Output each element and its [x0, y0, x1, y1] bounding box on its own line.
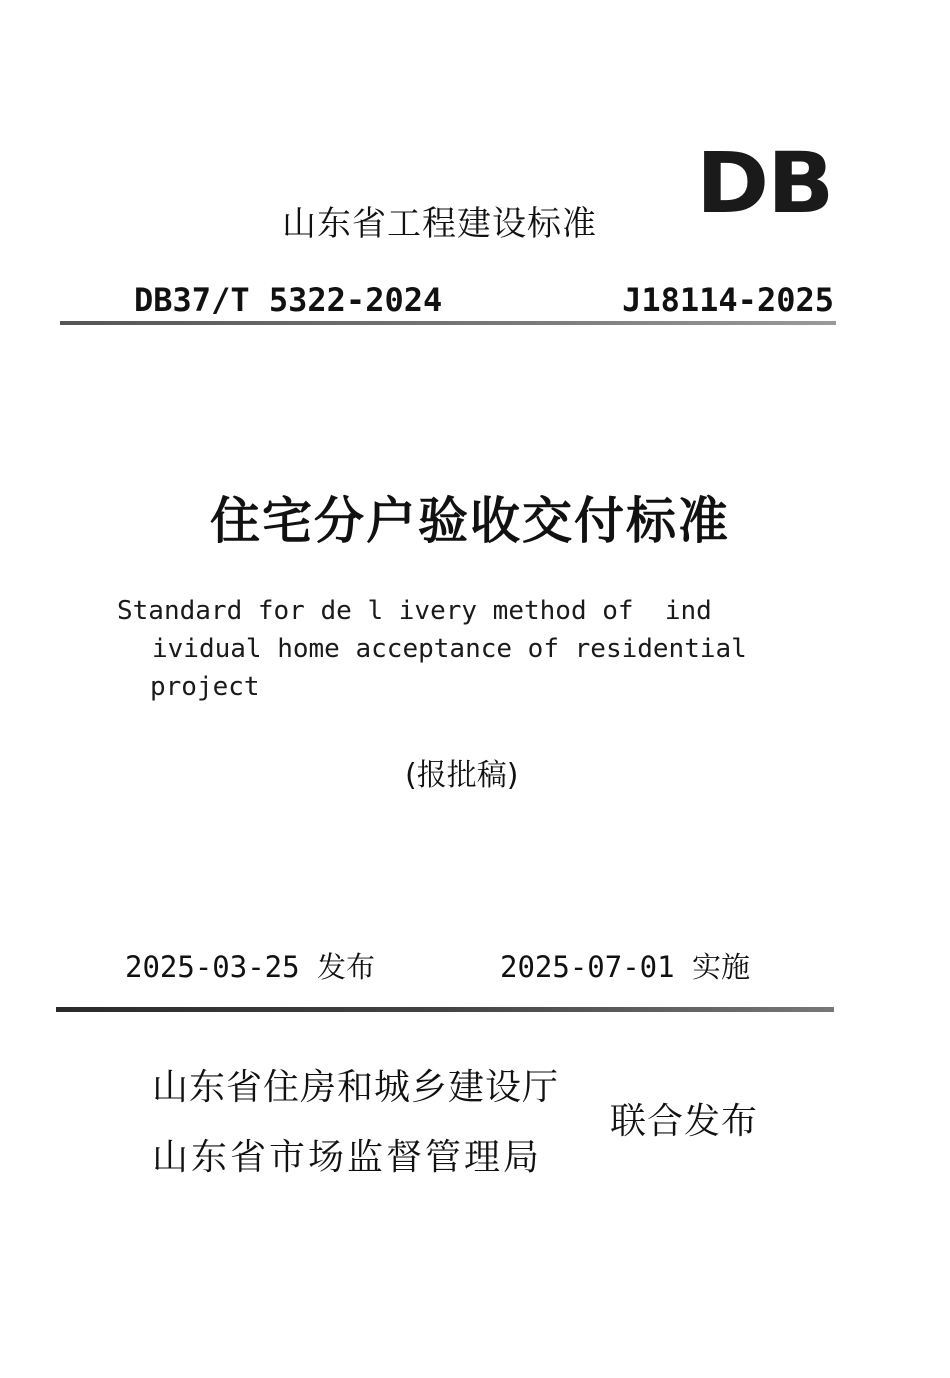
issuer-housing-department: 山东省住房和城乡建设厅	[152, 1067, 560, 1108]
document-title-english-line-1: Standard for de l ivery method of ind	[117, 596, 712, 626]
bottom-divider	[56, 1007, 834, 1012]
joint-release-label: 联合发布	[610, 1101, 759, 1142]
record-number: J18114-2025	[622, 281, 834, 319]
document-title-english-line-3: project	[150, 672, 260, 702]
document-title-english-line-2: ividual home acceptance of residential	[152, 634, 747, 664]
top-divider	[60, 321, 836, 325]
standard-number: DB37/T 5322-2024	[134, 281, 443, 319]
standard-category: 山东省工程建设标准	[282, 204, 597, 244]
implement-date: 2025-07-01 实施	[500, 950, 751, 984]
db-logo: DB	[696, 134, 833, 232]
publish-date: 2025-03-25 发布	[125, 950, 376, 984]
document-title-chinese: 住宅分户验收交付标准	[210, 492, 730, 550]
issuer-market-regulation-bureau: 山东省市场监督管理局	[152, 1137, 543, 1178]
draft-status: (报批稿)	[405, 758, 519, 793]
